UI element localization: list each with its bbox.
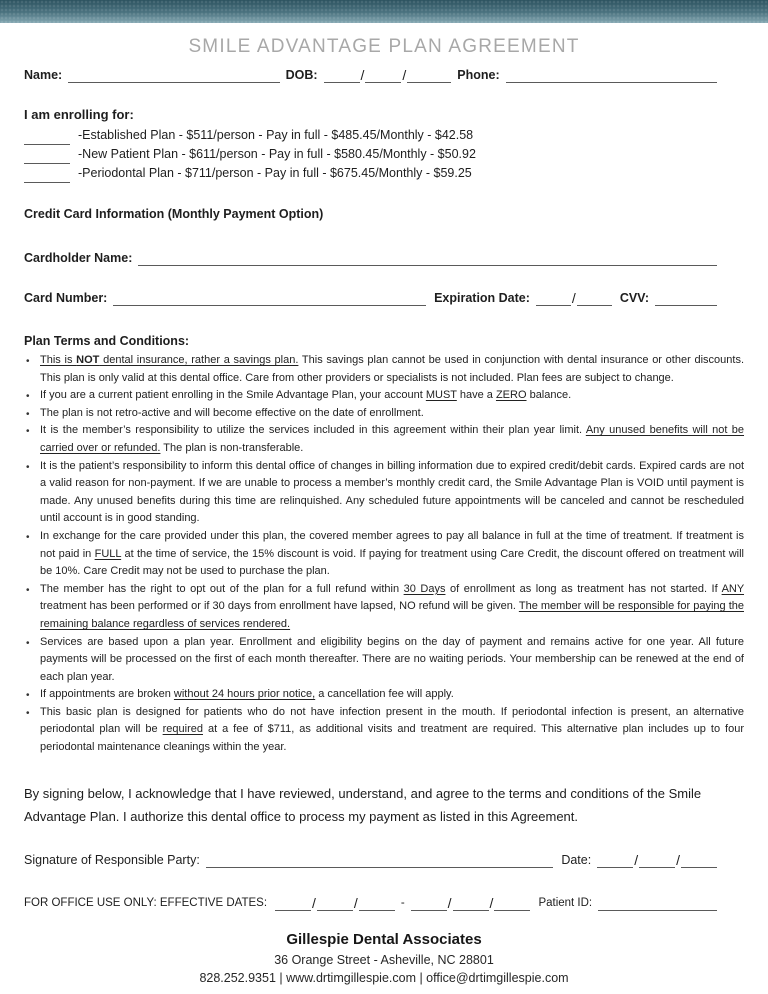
bullet-text-segment: In exchange for the care provided under this plan, the covered member agrees to pay all balance in full at the time of treatment. If treatment is not paid in	[40, 529, 744, 560]
bullet-text-segment: at a fee of $711, as additional visits and treatment are required. This alternative plan includes up to four periodontal maintenance cleanings within the year.	[40, 723, 744, 754]
bullet-text-segment: at the time of service, the 15% discount is void. If paying for treatment using Care Credit, the discount offered on treatment will be 10%. Care Credit may not be used to purchase the plan.	[40, 547, 744, 578]
expiration-month-blank	[536, 292, 571, 306]
plan-option-label: -New Patient Plan - $611/person - Pay in full - $580.45/Monthly - $50.92	[78, 147, 476, 161]
bullet-text-segment: treatment has been performed or if 30 days from enrollment have lapsed, NO refund will be given.	[40, 600, 519, 613]
patient-id-label: Patient ID:	[538, 896, 593, 909]
cardholder-row	[24, 250, 717, 266]
effective-start-year-blank	[359, 897, 395, 911]
signature-row	[24, 852, 717, 868]
bullet-text-segment: dental insurance, rather a savings plan.	[99, 354, 299, 366]
terms-bullet	[24, 581, 744, 634]
cvv-label: CVV:	[619, 291, 649, 305]
bullet-text-segment: It is the member’s responsibility to utilize the services included in this agreement within their plan year limit.	[40, 424, 586, 437]
terms-bullet	[24, 458, 744, 528]
date-range-separator: -	[400, 896, 405, 909]
bullet-text-segment: ANY	[721, 582, 745, 595]
terms-bullet	[24, 704, 744, 757]
bullet-text-segment: balance.	[526, 389, 572, 402]
bullet-text-segment: have a	[456, 389, 496, 402]
enrollment-options	[0, 126, 768, 183]
card-number-row	[24, 290, 717, 306]
plan-option-new-patient	[24, 145, 744, 164]
bullet-text-segment: The plan is non-transferable.	[160, 441, 304, 454]
bullet-marker: •	[26, 584, 30, 596]
plan-select-blank	[24, 169, 70, 183]
bullet-marker: •	[26, 531, 30, 543]
practice-name: Gillespie Dental Associates	[286, 930, 482, 948]
terms-list	[24, 352, 744, 757]
effective-end-month-blank	[411, 897, 447, 911]
bullet-text-segment: This basic plan is designed for patients who do not have infection present in the mouth. If periodontal infection is present, an alternative periodontal plan will be	[40, 705, 744, 736]
bullet-text-segment: The member will be responsible for paying the remaining balance regardless of services rendered.	[40, 600, 744, 630]
name-dob-phone-row	[24, 67, 717, 83]
plan-select-blank	[24, 150, 70, 164]
signature-label: Signature of Responsible Party:	[24, 852, 200, 867]
bullet-text-segment: Any unused benefits will not be carried over or refunded.	[40, 424, 745, 454]
signature-blank	[206, 854, 554, 868]
phone-blank	[506, 69, 717, 83]
office-use-label: FOR OFFICE USE ONLY: EFFECTIVE DATES:	[24, 896, 268, 909]
terms-bullet	[24, 528, 744, 581]
bullet-marker: •	[26, 426, 30, 438]
slash-separator: /	[634, 851, 639, 868]
plan-option-established	[24, 126, 744, 145]
practice-footer	[0, 931, 768, 985]
plan-option-label: -Periodontal Plan - $711/person - Pay in full - $675.45/Monthly - $59.25	[78, 166, 472, 180]
phone-label: Phone:	[457, 68, 500, 82]
terms-bullet	[24, 387, 744, 405]
terms-bullet	[24, 352, 744, 387]
bullet-text-segment: without 24 hours prior notice,	[173, 688, 316, 701]
cvv-blank	[655, 292, 717, 306]
credit-card-heading: Credit Card Information (Monthly Payment Option)	[24, 207, 324, 221]
slash-separator: /	[360, 67, 365, 83]
date-label: Date:	[561, 852, 592, 867]
date-year-blank	[681, 854, 717, 868]
effective-start-month-blank	[275, 897, 311, 911]
card-number-label: Card Number:	[24, 291, 108, 305]
bullet-marker: •	[26, 408, 30, 420]
bullet-text-segment: The member has the right to opt out of the plan for a full refund within	[40, 582, 404, 595]
date-day-blank	[639, 854, 675, 868]
terms-bullet	[24, 686, 744, 704]
bullet-text-segment: Services are based upon a plan year. Enrollment and eligibility begins on the day of payment and remains active for one year. All future payments will be processed on the first of each month thereafter. There are no waiting periods. Your membership can be renewed at the end of each plan year.	[40, 635, 744, 683]
bullet-marker: •	[26, 707, 30, 719]
bullet-marker: •	[26, 391, 30, 403]
bullet-text-segment: ZERO	[495, 389, 527, 402]
bullet-text-segment: If appointments are broken	[40, 688, 174, 701]
plan-option-periodontal	[24, 164, 744, 183]
cardholder-name-label: Cardholder Name:	[24, 251, 133, 265]
slash-separator: /	[571, 290, 576, 306]
effective-end-day-blank	[453, 897, 489, 911]
page-title: SMILE ADVANTAGE PLAN AGREEMENT	[188, 36, 580, 57]
bullet-marker: •	[26, 690, 30, 702]
dob-year-blank	[407, 69, 451, 83]
bullet-marker: •	[26, 356, 30, 367]
bullet-marker: •	[26, 637, 30, 649]
bullet-text-segment: This savings plan cannot be used in conjunction with dental insurance or other discounts. This plan is only valid at this dental office. Care from other providers or specialists is not included. Plan fees are subject to change.	[40, 354, 744, 384]
dob-day-blank	[365, 69, 401, 83]
patient-id-blank	[598, 897, 717, 911]
bullet-text-segment: NOT	[76, 354, 100, 366]
effective-end-year-blank	[494, 897, 530, 911]
enrollment-heading: I am enrolling for:	[24, 107, 134, 122]
bullet-text-segment: a cancellation fee will apply.	[315, 688, 454, 701]
plan-option-label: -Established Plan - $511/person - Pay in full - $485.45/Monthly - $42.58	[78, 128, 474, 142]
dob-month-blank	[324, 69, 360, 83]
slash-separator: /	[312, 894, 316, 911]
bullet-text-segment: required	[162, 723, 203, 736]
cardholder-name-blank	[138, 252, 717, 266]
bullet-text-segment: 30 Days	[403, 582, 446, 595]
terms-bullet	[24, 405, 744, 423]
bullet-text-segment: FULL	[94, 547, 122, 560]
office-use-row	[24, 895, 717, 911]
dob-label: DOB:	[285, 68, 318, 82]
slash-separator: /	[676, 851, 680, 868]
bullet-text-segment: It is the patient’s responsibility to inform this dental office of changes in billing information due to expired credit/debit cards. Expired cards are not a valid reason for non-payment. If we are unable to process a member’s monthly credit card, the Smile Advantage Plan is VOID until payment is made. Any unused benefits during this time are relinquished. Any scheduled future appointments will be canceled and cannot be rescheduled until account is in good standing.	[40, 459, 744, 525]
expiration-date-label: Expiration Date:	[434, 291, 530, 305]
slash-separator: /	[447, 894, 452, 911]
bullet-marker: •	[26, 461, 30, 473]
practice-address: 36 Orange Street - Asheville, NC 28801	[274, 952, 494, 967]
slash-separator: /	[353, 894, 358, 911]
practice-contact: 828.252.9351 | www.drtimgillespie.com | office@drtimgillespie.com	[199, 970, 569, 985]
plan-select-blank	[24, 131, 70, 145]
date-month-blank	[597, 854, 633, 868]
bullet-text-segment: If you are a current patient enrolling in the Smile Advantage Plan, your account	[40, 389, 426, 402]
bullet-text-segment: MUST	[425, 389, 457, 402]
bullet-text-segment: This is	[40, 354, 77, 366]
bullet-text-segment: The plan is not retro-active and will become effective on the date of enrollment.	[40, 406, 424, 419]
name-label: Name:	[24, 68, 63, 82]
slash-separator: /	[489, 894, 494, 911]
slash-separator: /	[402, 67, 407, 83]
terms-heading: Plan Terms and Conditions:	[24, 334, 190, 348]
expiration-year-blank	[577, 292, 612, 306]
name-blank	[68, 69, 279, 83]
card-number-blank	[113, 292, 426, 306]
bullet-text-segment: of enrollment as long as treatment has not started. If	[445, 582, 722, 595]
effective-start-day-blank	[317, 897, 353, 911]
acknowledgement-text: By signing below, I acknowledge that I have reviewed, understand, and agree to the terms and conditions of the Smile Advantage Plan. I authorize this dental office to process my payment as listed in this Agreement.	[24, 785, 702, 824]
header-gradient-bar	[0, 0, 768, 23]
terms-bullet	[24, 422, 744, 457]
terms-bullet	[24, 634, 744, 687]
